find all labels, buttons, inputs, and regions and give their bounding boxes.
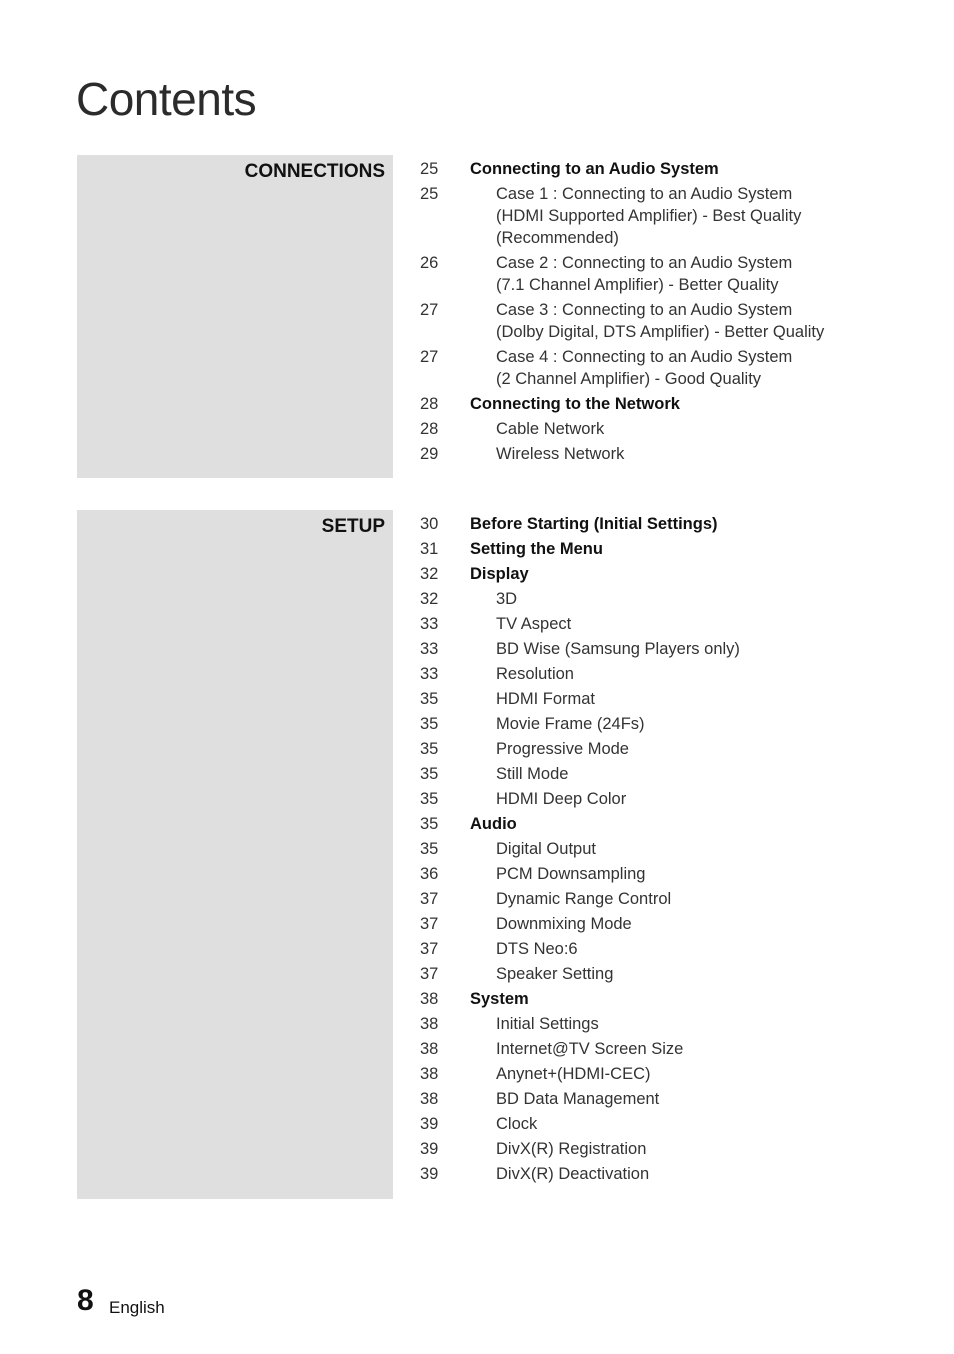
- toc-entry-text: PCM Downsampling: [496, 865, 646, 883]
- toc-item: [420, 938, 920, 960]
- toc-entry-text: System: [470, 990, 529, 1008]
- toc-page-number: 36: [420, 865, 439, 883]
- toc-entry-text: Resolution: [496, 665, 574, 683]
- toc-entry-text: Dynamic Range Control: [496, 890, 672, 908]
- toc-entry-text: Audio: [470, 815, 517, 833]
- toc-entry-text: BD Wise (Samsung Players only): [496, 640, 740, 658]
- toc-page-number: 31: [420, 540, 439, 558]
- toc-page-number: 38: [420, 1040, 439, 1058]
- toc-page-number: 35: [420, 715, 439, 733]
- toc-item: [420, 346, 920, 390]
- toc-item: [420, 1138, 920, 1160]
- toc-heading: [420, 538, 920, 560]
- page-number: 8: [77, 1284, 94, 1317]
- toc-item: [420, 613, 920, 635]
- toc-entry-text: Progressive Mode: [496, 740, 629, 758]
- toc-entry-text: HDMI Format: [496, 690, 595, 708]
- toc-page-number: 38: [420, 1015, 439, 1033]
- section-label: SETUP: [321, 516, 385, 537]
- toc-item: [420, 1038, 920, 1060]
- toc-item: [420, 1113, 920, 1135]
- toc-entry-text: TV Aspect: [496, 615, 572, 633]
- toc-page-number: 33: [420, 640, 439, 658]
- toc-item: [420, 788, 920, 810]
- toc-page-number: 27: [420, 348, 439, 366]
- toc-page-number: 27: [420, 301, 439, 319]
- toc-page-number: 26: [420, 254, 439, 272]
- toc-page-number: 32: [420, 565, 439, 583]
- toc-entry-text: Cable Network: [496, 420, 605, 438]
- toc-page-number: 35: [420, 740, 439, 758]
- toc-entry-text: Connecting to the Network: [470, 395, 680, 413]
- toc-item: [420, 588, 920, 610]
- toc-entry-text: Downmixing Mode: [496, 915, 632, 933]
- page-language: English: [109, 1298, 165, 1317]
- toc-entry-text: 3D: [496, 590, 518, 608]
- toc-page-number: 35: [420, 690, 439, 708]
- toc-item: [420, 299, 920, 343]
- toc-item: [420, 763, 920, 785]
- toc-page-number: 28: [420, 420, 439, 438]
- section-sidebar: [77, 155, 393, 478]
- toc-page-number: 38: [420, 1090, 439, 1108]
- toc-page-number: 32: [420, 590, 439, 608]
- toc-entry-text: Wireless Network: [496, 445, 625, 463]
- toc-page-number: 38: [420, 990, 439, 1008]
- toc-entry-text: Anynet+(HDMI-CEC): [496, 1065, 651, 1083]
- toc-entry-text: DTS Neo:6: [496, 940, 578, 958]
- toc-item: [420, 963, 920, 985]
- toc-entry-text: Case 2 : Connecting to an Audio System (7.1 Channel Amplifier) - Better Quality: [496, 254, 793, 294]
- toc-item: [420, 738, 920, 760]
- toc-page-number: 25: [420, 185, 439, 203]
- toc-entry-text: Internet@TV Screen Size: [496, 1040, 684, 1058]
- page-title: Contents: [76, 73, 257, 125]
- toc-heading: [420, 563, 920, 585]
- toc-item: [420, 1013, 920, 1035]
- toc-item: [420, 688, 920, 710]
- toc-entry-text: Case 1 : Connecting to an Audio System (HDMI Supported Amplifier) - Best Quality (Recommended): [496, 185, 802, 247]
- toc-page-number: 25: [420, 160, 439, 178]
- toc-page-number: 35: [420, 815, 439, 833]
- toc-entry-text: Case 3 : Connecting to an Audio System (Dolby Digital, DTS Amplifier) - Better Quality: [496, 301, 825, 341]
- toc-item: [420, 638, 920, 660]
- section-sidebar: [77, 510, 393, 1199]
- toc-page-number: 30: [420, 515, 439, 533]
- toc-heading: [420, 513, 920, 535]
- toc-entries: [420, 513, 920, 1188]
- toc-item: [420, 183, 920, 249]
- toc-page-number: 37: [420, 890, 439, 908]
- toc-item: [420, 252, 920, 296]
- toc-page-number: 35: [420, 790, 439, 808]
- toc-item: [420, 863, 920, 885]
- toc-page-number: 28: [420, 395, 439, 413]
- toc-item: [420, 443, 920, 465]
- toc-page-number: 35: [420, 840, 439, 858]
- toc-page-number: 37: [420, 915, 439, 933]
- toc-page-number: 33: [420, 615, 439, 633]
- toc-entries: [420, 158, 920, 468]
- toc-item: [420, 888, 920, 910]
- toc-entry-text: Initial Settings: [496, 1015, 599, 1033]
- toc-entry-text: Setting the Menu: [470, 540, 603, 558]
- toc-item: [420, 913, 920, 935]
- toc-entry-text: Case 4 : Connecting to an Audio System (2 Channel Amplifier) - Good Quality: [496, 348, 793, 388]
- toc-page-number: 39: [420, 1140, 439, 1158]
- toc-entry-text: Display: [470, 565, 529, 583]
- toc-item: [420, 1088, 920, 1110]
- toc-entry-text: Speaker Setting: [496, 965, 614, 983]
- toc-item: [420, 713, 920, 735]
- toc-entry-text: Movie Frame (24Fs): [496, 715, 645, 733]
- toc-item: [420, 1163, 920, 1185]
- toc-entry-text: DivX(R) Deactivation: [496, 1165, 650, 1183]
- toc-entry-text: Before Starting (Initial Settings): [470, 515, 718, 533]
- toc-heading: [420, 158, 920, 180]
- toc-item: [420, 663, 920, 685]
- toc-entry-text: DivX(R) Registration: [496, 1140, 647, 1158]
- toc-item: [420, 1063, 920, 1085]
- toc-page-number: 29: [420, 445, 439, 463]
- toc-page-number: 38: [420, 1065, 439, 1083]
- toc-page-number: 39: [420, 1115, 439, 1133]
- toc-heading: [420, 813, 920, 835]
- toc-entry-text: Still Mode: [496, 765, 569, 783]
- toc-page-number: 37: [420, 965, 439, 983]
- toc-entry-text: HDMI Deep Color: [496, 790, 627, 808]
- toc-item: [420, 838, 920, 860]
- toc-page-number: 37: [420, 940, 439, 958]
- toc-heading: [420, 988, 920, 1010]
- toc-entry-text: Connecting to an Audio System: [470, 160, 719, 178]
- toc-heading: [420, 393, 920, 415]
- toc-item: [420, 418, 920, 440]
- toc-page-number: 39: [420, 1165, 439, 1183]
- toc-entry-text: BD Data Management: [496, 1090, 660, 1108]
- toc-page-number: 33: [420, 665, 439, 683]
- toc-entry-text: Clock: [496, 1115, 538, 1133]
- toc-page-number: 35: [420, 765, 439, 783]
- section-label: CONNECTIONS: [244, 161, 385, 182]
- toc-entry-text: Digital Output: [496, 840, 596, 858]
